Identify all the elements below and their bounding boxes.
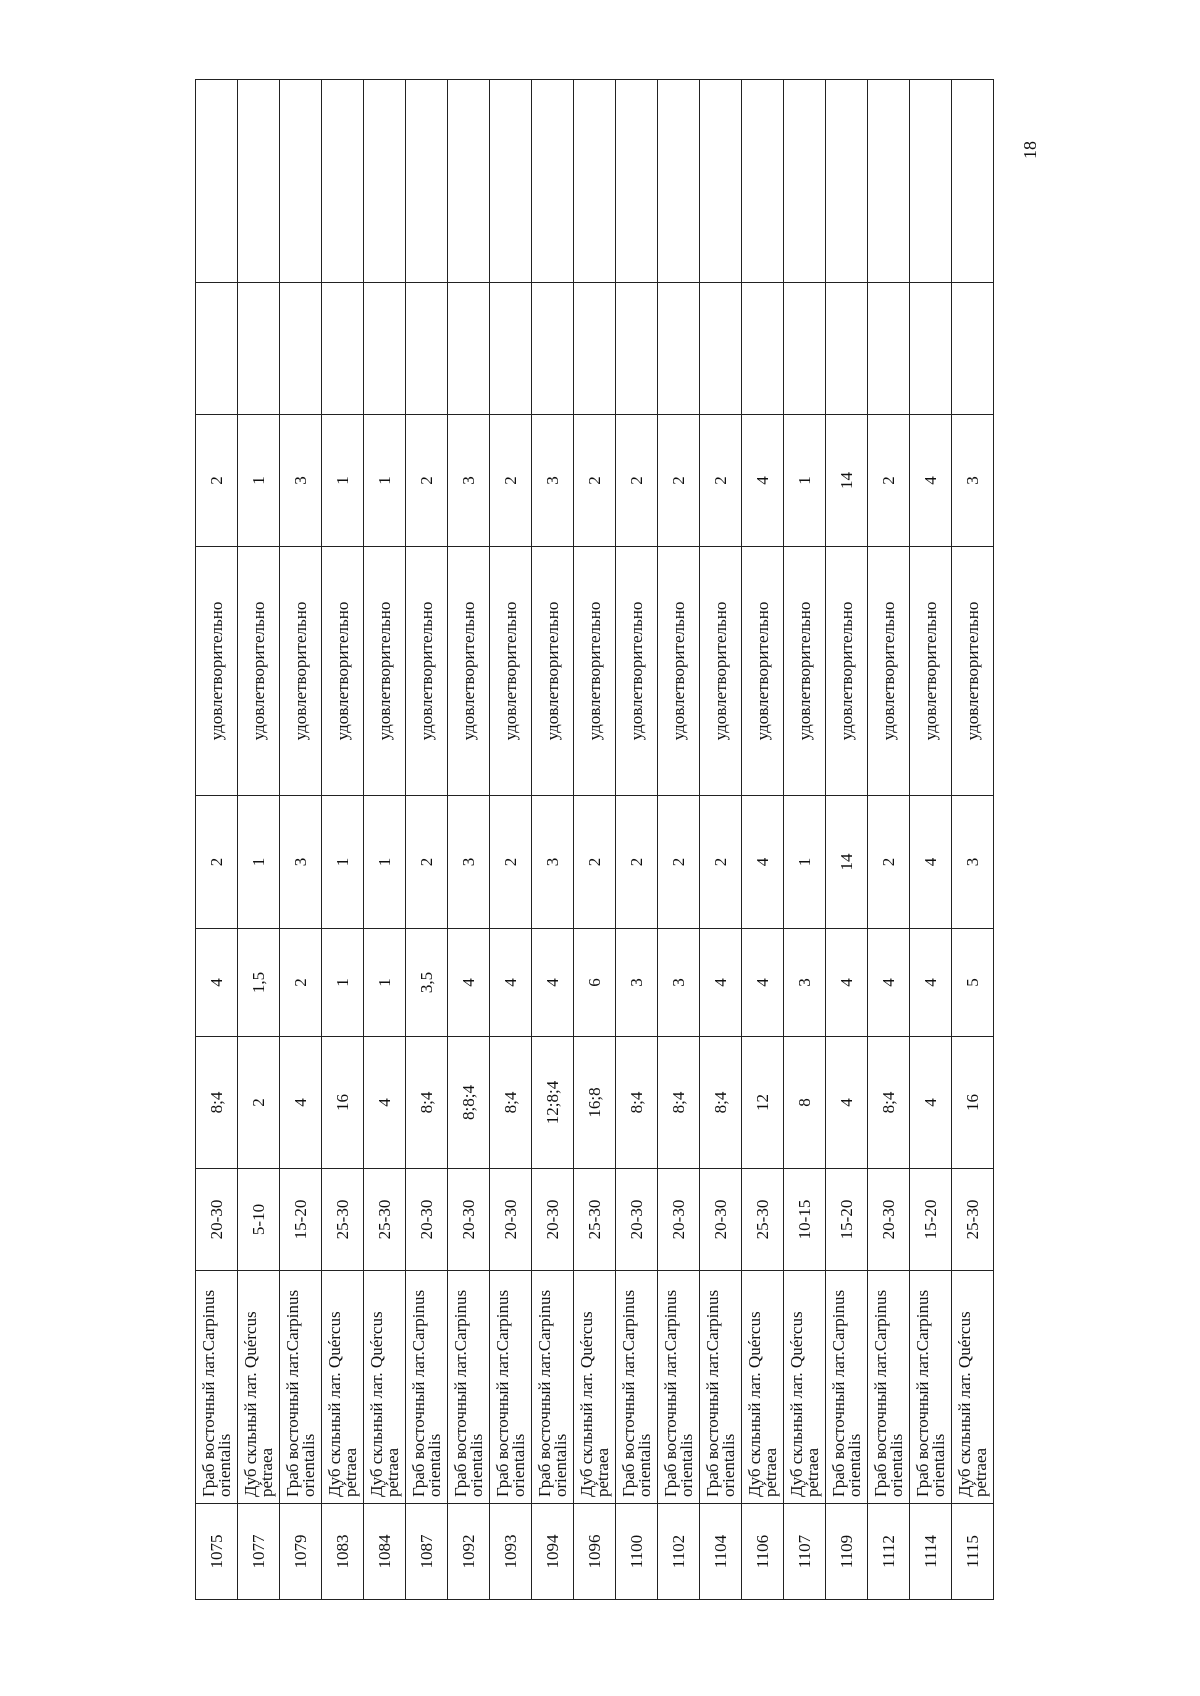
cell-tree-number: 1096 (574, 1504, 616, 1600)
cell-tree-number: 1084 (364, 1504, 406, 1600)
cell-note-2 (532, 80, 574, 283)
cell-condition: удовлетворительно (280, 547, 322, 796)
cell-note-2 (742, 80, 784, 283)
cell-age-range: 25-30 (952, 1169, 994, 1271)
cell-crown-count: 3 (280, 796, 322, 929)
cell-note-1 (406, 283, 448, 415)
cell-condition: удовлетворительно (616, 547, 658, 796)
cell-tree-number: 1083 (322, 1504, 364, 1600)
cell-count: 2 (868, 415, 910, 547)
cell-note-1 (196, 283, 238, 415)
cell-note-1 (322, 283, 364, 415)
cell-age-range: 25-30 (364, 1169, 406, 1271)
cell-note-1 (532, 283, 574, 415)
cell-note-2 (406, 80, 448, 283)
cell-trunk-diameters: 8 (784, 1037, 826, 1169)
cell-condition: удовлетворительно (364, 547, 406, 796)
rotated-table-container (195, 80, 1015, 1600)
cell-note-2 (196, 80, 238, 283)
cell-trunk-diameters: 4 (910, 1037, 952, 1169)
cell-crown-count: 2 (700, 796, 742, 929)
cell-condition: удовлетворительно (490, 547, 532, 796)
cell-trunk-diameters: 12 (742, 1037, 784, 1169)
cell-height: 4 (700, 929, 742, 1037)
cell-crown-count: 2 (616, 796, 658, 929)
cell-crown-count: 4 (742, 796, 784, 929)
cell-height: 4 (826, 929, 868, 1037)
cell-trunk-diameters: 8;4 (196, 1037, 238, 1169)
cell-count: 14 (826, 415, 868, 547)
cell-age-range: 20-30 (616, 1169, 658, 1271)
cell-height: 5 (952, 929, 994, 1037)
cell-age-range: 5-10 (238, 1169, 280, 1271)
cell-condition: удовлетворительно (742, 547, 784, 796)
cell-note-1 (616, 283, 658, 415)
cell-tree-number: 1075 (196, 1504, 238, 1600)
cell-tree-number: 1115 (952, 1504, 994, 1600)
cell-count: 3 (280, 415, 322, 547)
cell-height: 1 (364, 929, 406, 1037)
cell-species: Дуб скльный лат. Quércus pétraea (742, 1271, 784, 1504)
cell-trunk-diameters: 4 (364, 1037, 406, 1169)
table-row (574, 80, 616, 1600)
cell-age-range: 20-30 (406, 1169, 448, 1271)
table-row (532, 80, 574, 1600)
cell-crown-count: 2 (658, 796, 700, 929)
cell-condition: удовлетворительно (196, 547, 238, 796)
table-row (700, 80, 742, 1600)
cell-note-2 (364, 80, 406, 283)
cell-trunk-diameters: 8;4 (868, 1037, 910, 1169)
cell-condition: удовлетворительно (784, 547, 826, 796)
table-row (910, 80, 952, 1600)
cell-count: 1 (364, 415, 406, 547)
cell-note-1 (700, 283, 742, 415)
cell-note-2 (490, 80, 532, 283)
cell-crown-count: 2 (574, 796, 616, 929)
cell-species: Граб восточный лат.Carpinus orientalis (616, 1271, 658, 1504)
cell-age-range: 10-15 (784, 1169, 826, 1271)
cell-species: Граб восточный лат.Carpinus orientalis (910, 1271, 952, 1504)
cell-species: Граб восточный лат.Carpinus orientalis (196, 1271, 238, 1504)
cell-height: 2 (280, 929, 322, 1037)
cell-height: 1 (322, 929, 364, 1037)
cell-count: 1 (322, 415, 364, 547)
cell-crown-count: 2 (196, 796, 238, 929)
cell-age-range: 15-20 (910, 1169, 952, 1271)
cell-tree-number: 1077 (238, 1504, 280, 1600)
cell-note-1 (952, 283, 994, 415)
cell-tree-number: 1093 (490, 1504, 532, 1600)
cell-crown-count: 14 (826, 796, 868, 929)
cell-age-range: 20-30 (448, 1169, 490, 1271)
cell-trunk-diameters: 12;8;4 (532, 1037, 574, 1169)
cell-species: Дуб скльный лат. Quércus pétraea (238, 1271, 280, 1504)
cell-species: Граб восточный лат.Carpinus orientalis (700, 1271, 742, 1504)
cell-crown-count: 1 (322, 796, 364, 929)
table-row (196, 80, 238, 1600)
cell-note-1 (280, 283, 322, 415)
cell-count: 2 (490, 415, 532, 547)
cell-crown-count: 2 (868, 796, 910, 929)
cell-tree-number: 1079 (280, 1504, 322, 1600)
cell-note-2 (322, 80, 364, 283)
cell-species: Дуб скльный лат. Quércus pétraea (784, 1271, 826, 1504)
cell-note-1 (238, 283, 280, 415)
cell-species: Граб восточный лат.Carpinus orientalis (532, 1271, 574, 1504)
cell-note-1 (490, 283, 532, 415)
cell-age-range: 20-30 (196, 1169, 238, 1271)
cell-trunk-diameters: 8;4 (490, 1037, 532, 1169)
cell-age-range: 25-30 (574, 1169, 616, 1271)
cell-height: 1,5 (238, 929, 280, 1037)
cell-condition: удовлетворительно (322, 547, 364, 796)
table-row (826, 80, 868, 1600)
cell-height: 4 (910, 929, 952, 1037)
cell-trunk-diameters: 8;4 (658, 1037, 700, 1169)
cell-crown-count: 2 (406, 796, 448, 929)
cell-note-2 (952, 80, 994, 283)
cell-crown-count: 1 (364, 796, 406, 929)
table-row (406, 80, 448, 1600)
tree-inventory-table (195, 79, 994, 1600)
cell-condition: удовлетворительно (700, 547, 742, 796)
cell-trunk-diameters: 8;4 (700, 1037, 742, 1169)
cell-species: Граб восточный лат.Carpinus orientalis (490, 1271, 532, 1504)
cell-crown-count: 4 (910, 796, 952, 929)
cell-crown-count: 3 (448, 796, 490, 929)
cell-trunk-diameters: 8;4 (406, 1037, 448, 1169)
cell-height: 3 (616, 929, 658, 1037)
cell-species: Дуб скльный лат. Quércus pétraea (952, 1271, 994, 1504)
cell-tree-number: 1109 (826, 1504, 868, 1600)
cell-height: 4 (448, 929, 490, 1037)
table-row (616, 80, 658, 1600)
table-row (742, 80, 784, 1600)
cell-note-2 (784, 80, 826, 283)
cell-count: 1 (784, 415, 826, 547)
cell-species: Дуб скльный лат. Quércus pétraea (574, 1271, 616, 1504)
table-row (658, 80, 700, 1600)
cell-age-range: 20-30 (532, 1169, 574, 1271)
cell-trunk-diameters: 8;8;4 (448, 1037, 490, 1169)
cell-height: 4 (532, 929, 574, 1037)
cell-tree-number: 1107 (784, 1504, 826, 1600)
cell-age-range: 20-30 (868, 1169, 910, 1271)
cell-condition: удовлетворительно (574, 547, 616, 796)
cell-height: 3 (658, 929, 700, 1037)
cell-count: 2 (196, 415, 238, 547)
table-row (238, 80, 280, 1600)
page-number: 18 (1020, 141, 1040, 159)
cell-trunk-diameters: 4 (826, 1037, 868, 1169)
cell-tree-number: 1114 (910, 1504, 952, 1600)
cell-note-1 (658, 283, 700, 415)
cell-note-1 (448, 283, 490, 415)
cell-count: 2 (658, 415, 700, 547)
cell-note-2 (448, 80, 490, 283)
cell-count: 2 (406, 415, 448, 547)
cell-tree-number: 1092 (448, 1504, 490, 1600)
cell-crown-count: 2 (490, 796, 532, 929)
cell-count: 4 (742, 415, 784, 547)
table-row (322, 80, 364, 1600)
cell-note-1 (910, 283, 952, 415)
cell-age-range: 20-30 (700, 1169, 742, 1271)
cell-species: Граб восточный лат.Carpinus orientalis (826, 1271, 868, 1504)
cell-tree-number: 1106 (742, 1504, 784, 1600)
cell-tree-number: 1102 (658, 1504, 700, 1600)
cell-condition: удовлетворительно (910, 547, 952, 796)
cell-note-1 (826, 283, 868, 415)
cell-height: 3 (784, 929, 826, 1037)
cell-note-2 (280, 80, 322, 283)
cell-species: Граб восточный лат.Carpinus orientalis (658, 1271, 700, 1504)
cell-count: 3 (448, 415, 490, 547)
cell-age-range: 25-30 (322, 1169, 364, 1271)
cell-species: Граб восточный лат.Carpinus orientalis (868, 1271, 910, 1504)
cell-crown-count: 3 (532, 796, 574, 929)
cell-note-2 (700, 80, 742, 283)
cell-condition: удовлетворительно (238, 547, 280, 796)
cell-height: 4 (742, 929, 784, 1037)
cell-species: Граб восточный лат.Carpinus orientalis (280, 1271, 322, 1504)
cell-height: 6 (574, 929, 616, 1037)
cell-crown-count: 1 (784, 796, 826, 929)
cell-note-1 (742, 283, 784, 415)
cell-trunk-diameters: 4 (280, 1037, 322, 1169)
cell-condition: удовлетворительно (448, 547, 490, 796)
cell-species: Граб восточный лат.Carpinus orientalis (448, 1271, 490, 1504)
table-row (952, 80, 994, 1600)
cell-height: 4 (196, 929, 238, 1037)
cell-count: 2 (616, 415, 658, 547)
cell-note-2 (616, 80, 658, 283)
cell-note-2 (868, 80, 910, 283)
cell-species: Граб восточный лат.Carpinus orientalis (406, 1271, 448, 1504)
cell-crown-count: 1 (238, 796, 280, 929)
cell-height: 4 (490, 929, 532, 1037)
cell-count: 4 (910, 415, 952, 547)
cell-trunk-diameters: 2 (238, 1037, 280, 1169)
table-row (784, 80, 826, 1600)
cell-count: 3 (952, 415, 994, 547)
cell-trunk-diameters: 16 (952, 1037, 994, 1169)
cell-tree-number: 1112 (868, 1504, 910, 1600)
cell-crown-count: 3 (952, 796, 994, 929)
cell-age-range: 20-30 (490, 1169, 532, 1271)
cell-trunk-diameters: 16 (322, 1037, 364, 1169)
cell-note-2 (658, 80, 700, 283)
cell-condition: удовлетворительно (868, 547, 910, 796)
cell-note-2 (238, 80, 280, 283)
table-row (448, 80, 490, 1600)
cell-condition: удовлетворительно (532, 547, 574, 796)
cell-note-1 (868, 283, 910, 415)
cell-condition: удовлетворительно (952, 547, 994, 796)
cell-age-range: 15-20 (826, 1169, 868, 1271)
cell-note-1 (364, 283, 406, 415)
table-row (868, 80, 910, 1600)
cell-count: 1 (238, 415, 280, 547)
cell-condition: удовлетворительно (406, 547, 448, 796)
cell-age-range: 20-30 (658, 1169, 700, 1271)
cell-note-1 (784, 283, 826, 415)
cell-tree-number: 1100 (616, 1504, 658, 1600)
cell-note-2 (574, 80, 616, 283)
cell-height: 4 (868, 929, 910, 1037)
cell-note-2 (826, 80, 868, 283)
cell-condition: удовлетворительно (826, 547, 868, 796)
cell-age-range: 15-20 (280, 1169, 322, 1271)
cell-trunk-diameters: 16;8 (574, 1037, 616, 1169)
table-row (490, 80, 532, 1600)
table-row (364, 80, 406, 1600)
table-row (280, 80, 322, 1600)
cell-trunk-diameters: 8;4 (616, 1037, 658, 1169)
cell-count: 3 (532, 415, 574, 547)
cell-note-2 (910, 80, 952, 283)
cell-count: 2 (700, 415, 742, 547)
cell-condition: удовлетворительно (658, 547, 700, 796)
cell-height: 3,5 (406, 929, 448, 1037)
cell-species: Дуб скльный лат. Quércus pétraea (322, 1271, 364, 1504)
cell-age-range: 25-30 (742, 1169, 784, 1271)
cell-species: Дуб скльный лат. Quércus pétraea (364, 1271, 406, 1504)
cell-tree-number: 1094 (532, 1504, 574, 1600)
cell-note-1 (574, 283, 616, 415)
cell-count: 2 (574, 415, 616, 547)
cell-tree-number: 1087 (406, 1504, 448, 1600)
cell-tree-number: 1104 (700, 1504, 742, 1600)
